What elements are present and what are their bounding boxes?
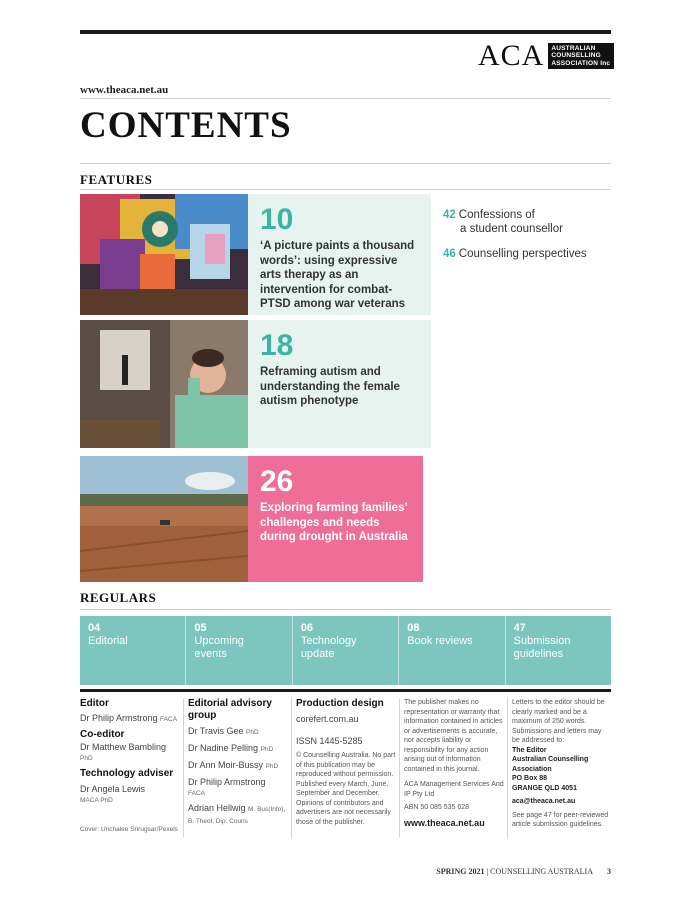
address-line: GRANGE QLD 4051: [512, 784, 577, 792]
masthead-col-2: [188, 698, 288, 827]
credential: FACA: [188, 790, 205, 797]
regular-label: update: [300, 648, 335, 660]
divider: [80, 609, 611, 610]
issue-label: SPRING 2021: [436, 867, 485, 876]
regular-item[interactable]: [505, 616, 611, 685]
magazine-name: | COUNSELLING AUSTRALIA: [486, 867, 593, 876]
logo-line: ASSOCIATION Inc: [551, 59, 611, 67]
feature-1-photo[interactable]: [80, 194, 248, 315]
side-item-label: Confessions of: [458, 209, 535, 221]
regular-number: 04: [88, 622, 101, 634]
regulars-heading: REGULARS: [80, 590, 157, 605]
credential: B. Theol, Dip. Couns: [188, 818, 248, 825]
address-line: PO Box 88: [512, 775, 548, 782]
cover-credit: Cover: Unchalee Srirugsar/Pexels: [80, 826, 178, 833]
feature-3-text: Exploring farming families’ challenges and needs during drought in Australia: [260, 502, 408, 543]
logo-box: [548, 43, 614, 70]
masthead-col-5: [512, 698, 611, 830]
address-line: Australian Counselling Association: [512, 756, 589, 773]
regular-label: events: [194, 648, 227, 660]
name: Dr Philip Armstrong: [80, 713, 158, 723]
logo-line: AUSTRALIAN: [551, 44, 596, 52]
feature-1-card[interactable]: [248, 194, 431, 315]
column-divider: [399, 698, 400, 838]
credential: PhD: [265, 763, 279, 770]
logo-main: ACA: [478, 39, 545, 72]
masthead-col-4: [404, 698, 504, 829]
side-item-label: a student counsellor: [460, 223, 563, 235]
side-item-number: 42: [443, 209, 456, 221]
name: Dr Travis Gee: [188, 726, 244, 736]
regular-number: 47: [513, 622, 526, 634]
editor-name: [80, 712, 180, 726]
regulars-bar: [80, 616, 611, 685]
features-heading: FEATURES: [80, 172, 153, 187]
column-divider: [183, 698, 184, 838]
page-title: CONTENTS: [80, 105, 292, 146]
divider: [80, 98, 611, 99]
website-url[interactable]: www.theaca.net.au: [80, 84, 169, 96]
column-divider: [507, 698, 508, 838]
feature-3-photo[interactable]: [80, 456, 248, 582]
regular-label: Editorial: [88, 635, 128, 647]
feature-2-card[interactable]: [248, 320, 431, 448]
top-rule: [80, 30, 611, 34]
regular-number: 06: [300, 622, 314, 634]
name: Adrian Hellwig: [188, 803, 246, 813]
site-link[interactable]: www.theaca.net.au: [404, 817, 485, 828]
board-member: [188, 725, 288, 739]
regular-number: 05: [194, 622, 207, 634]
credential: PhD: [246, 729, 259, 736]
credential: PhD: [260, 746, 274, 753]
board-heading: group: [188, 710, 217, 721]
regular-item[interactable]: [185, 616, 291, 685]
production-heading: Production design: [296, 698, 384, 709]
board-member: [188, 776, 288, 788]
name: Dr Ann Moir-Bussy: [188, 760, 264, 770]
board-heading: Editorial advisory: [188, 698, 272, 709]
regular-item[interactable]: [292, 616, 398, 685]
regular-item[interactable]: [398, 616, 504, 685]
abn-text: ABN 50 085 535 628: [404, 804, 469, 811]
side-item-42[interactable]: [443, 208, 563, 236]
board-member: [188, 802, 288, 816]
divider: [80, 163, 611, 164]
name: Dr Philip Armstrong: [188, 777, 266, 787]
tech-name: Dr Angela Lewis: [80, 784, 146, 794]
tech-heading: Technology adviser: [80, 768, 174, 779]
side-item-number: 46: [443, 248, 456, 260]
tech-cred: MACA PhD: [80, 797, 113, 804]
masthead-col-1: [80, 698, 180, 835]
feature-2-text: Reframing autism and understanding the female autism phenotype: [260, 366, 400, 407]
regular-item[interactable]: [80, 616, 185, 685]
feature-1-number: 10: [260, 203, 294, 236]
management-text: ACA Management Services And IP Pty Ltd: [404, 781, 504, 798]
feature-3-card[interactable]: [248, 456, 423, 582]
credential: M. Bus(Info),: [248, 806, 286, 813]
editor-heading: Editor: [80, 698, 109, 709]
production-site[interactable]: corefert.com.au: [296, 714, 359, 724]
coeditor-cred: PhD: [80, 755, 93, 762]
email-link[interactable]: aca@theaca.net.au: [512, 798, 576, 805]
side-item-46[interactable]: [443, 247, 587, 261]
letters-text: Letters to the editor should be clearly marked and be a maximum of 250 words. Submissions and letters may be addressed to:: [512, 699, 605, 744]
credential: FACA: [160, 716, 178, 723]
disclaimer-text: The publisher makes no representation or warranty that information contained in articles or advertisements is accurate, nor accepts liability or responsibility for any action arising out of information contained in this journal.: [404, 699, 503, 773]
column-divider: [291, 698, 292, 838]
feature-2-number: 18: [260, 329, 294, 362]
logo-line: COUNSELLING: [551, 52, 601, 60]
regular-number: 08: [407, 622, 420, 634]
regular-label: Technology: [300, 635, 357, 647]
name: Dr Nadine Pelling: [188, 743, 259, 753]
regular-label: guidelines: [513, 648, 564, 660]
board-member: [188, 742, 288, 756]
feature-2-photo[interactable]: [80, 320, 248, 448]
regular-label: Upcoming: [194, 635, 244, 647]
coeditor-name: Dr Matthew Bambling: [80, 742, 167, 752]
regular-label: Submission: [513, 635, 571, 647]
board-member: [188, 759, 288, 773]
page-footer: [436, 867, 611, 876]
side-item-label: Counselling perspectives: [458, 248, 587, 260]
address-line: The Editor: [512, 746, 547, 754]
page-number: 3: [607, 867, 611, 876]
copyright-text: © Counselling Australia. No part of this publication may be reproduced without permission. Published every March, June, September and December. Opinions of contributors and advertisers are not necessarily those of the publisher.: [296, 752, 396, 826]
coeditor-heading: Co-editor: [80, 729, 125, 740]
divider: [80, 189, 611, 190]
regular-label: Book reviews: [407, 635, 473, 647]
masthead-col-3: [296, 698, 396, 827]
see-page-text: See page 47 for peer-reviewed article submission guidelines.: [512, 811, 609, 828]
aca-logo: [478, 41, 614, 71]
feature-3-number: 26: [260, 465, 294, 498]
feature-1-text: ‘A picture paints a thousand words’: using expressive arts therapy as an intervention for combat-PTSD among war veterans: [260, 240, 415, 310]
issn: ISSN 1445-5285: [296, 736, 363, 746]
masthead-rule: [80, 689, 611, 692]
